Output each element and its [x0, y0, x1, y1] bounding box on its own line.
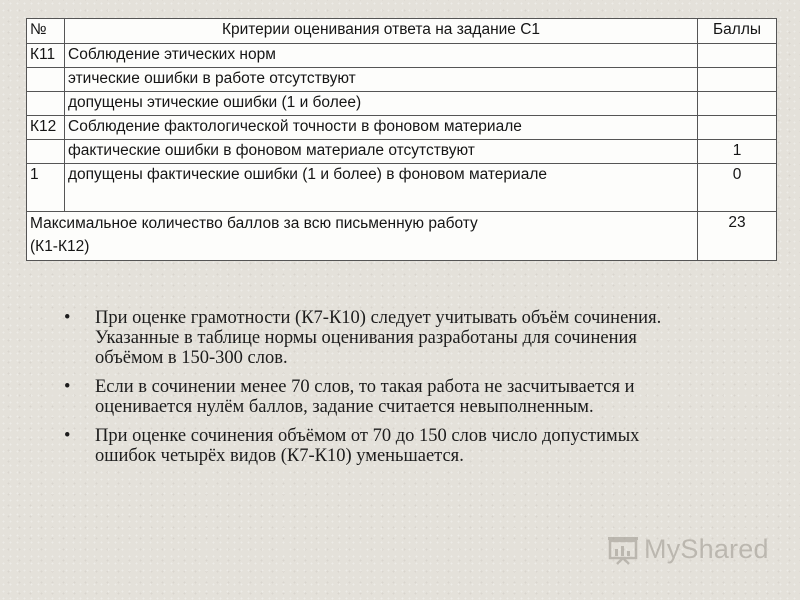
bullet-marker: •	[64, 308, 71, 328]
row-text: допущены фактические ошибки (1 и более) в фоновом материале	[65, 164, 698, 212]
row-text: допущены этические ошибки (1 и более)	[65, 92, 698, 116]
max-score-label: Максимальное количество баллов за всю письменную работу	[30, 215, 478, 232]
criteria-table-container	[26, 18, 776, 261]
notes-list	[62, 308, 702, 475]
table-row	[27, 140, 777, 164]
row-points: 1	[698, 140, 777, 164]
row-num: 1	[27, 164, 65, 212]
list-item-text: При оценке грамотности (К7-К10) следует учитывать объём сочинения. Указанные в таблице нормы оценивания разработаны для сочинения объёмом в 150-300 слов.	[95, 308, 662, 368]
row-points	[698, 92, 777, 116]
list-item	[62, 308, 702, 368]
table-header-row	[27, 19, 777, 44]
header-num: №	[27, 19, 65, 44]
row-points	[698, 116, 777, 140]
row-num: К11	[27, 44, 65, 68]
max-score-range: (К1-К12)	[30, 238, 90, 255]
table-row	[27, 116, 777, 140]
table-row	[27, 92, 777, 116]
row-text: Соблюдение фактологической точности в фоновом материале	[65, 116, 698, 140]
bullet-marker: •	[64, 377, 71, 397]
list-item	[62, 377, 702, 417]
row-num: К12	[27, 116, 65, 140]
max-score-points: 23	[698, 212, 777, 261]
row-num	[27, 68, 65, 92]
presentation-board-icon	[606, 535, 640, 565]
bullet-marker: •	[64, 426, 71, 446]
watermark-text: MyShared	[644, 534, 769, 564]
row-points	[698, 68, 777, 92]
row-num	[27, 92, 65, 116]
row-points	[698, 44, 777, 68]
header-points: Баллы	[698, 19, 777, 44]
list-item-text: При оценке сочинения объёмом от 70 до 150 слов число допустимых ошибок четырёх видов (К7-К10) уменьшается.	[95, 426, 640, 466]
table-max-row	[27, 212, 777, 261]
row-text: Соблюдение этических норм	[65, 44, 698, 68]
row-text: фактические ошибки в фоновом материале отсутствуют	[65, 140, 698, 164]
max-score-cell	[27, 212, 698, 261]
row-points: 0	[698, 164, 777, 212]
table-row	[27, 164, 777, 212]
table-row	[27, 44, 777, 68]
row-text: этические ошибки в работе отсутствуют	[65, 68, 698, 92]
header-criteria: Критерии оценивания ответа на задание С1	[65, 19, 698, 44]
row-num	[27, 140, 65, 164]
watermark-logo	[606, 534, 769, 565]
table-row	[27, 68, 777, 92]
criteria-table	[26, 18, 777, 261]
list-item-text: Если в сочинении менее 70 слов, то такая работа не засчитывается и оценивается нулём баллов, задание считается невыполненным.	[95, 377, 635, 417]
list-item	[62, 426, 702, 466]
